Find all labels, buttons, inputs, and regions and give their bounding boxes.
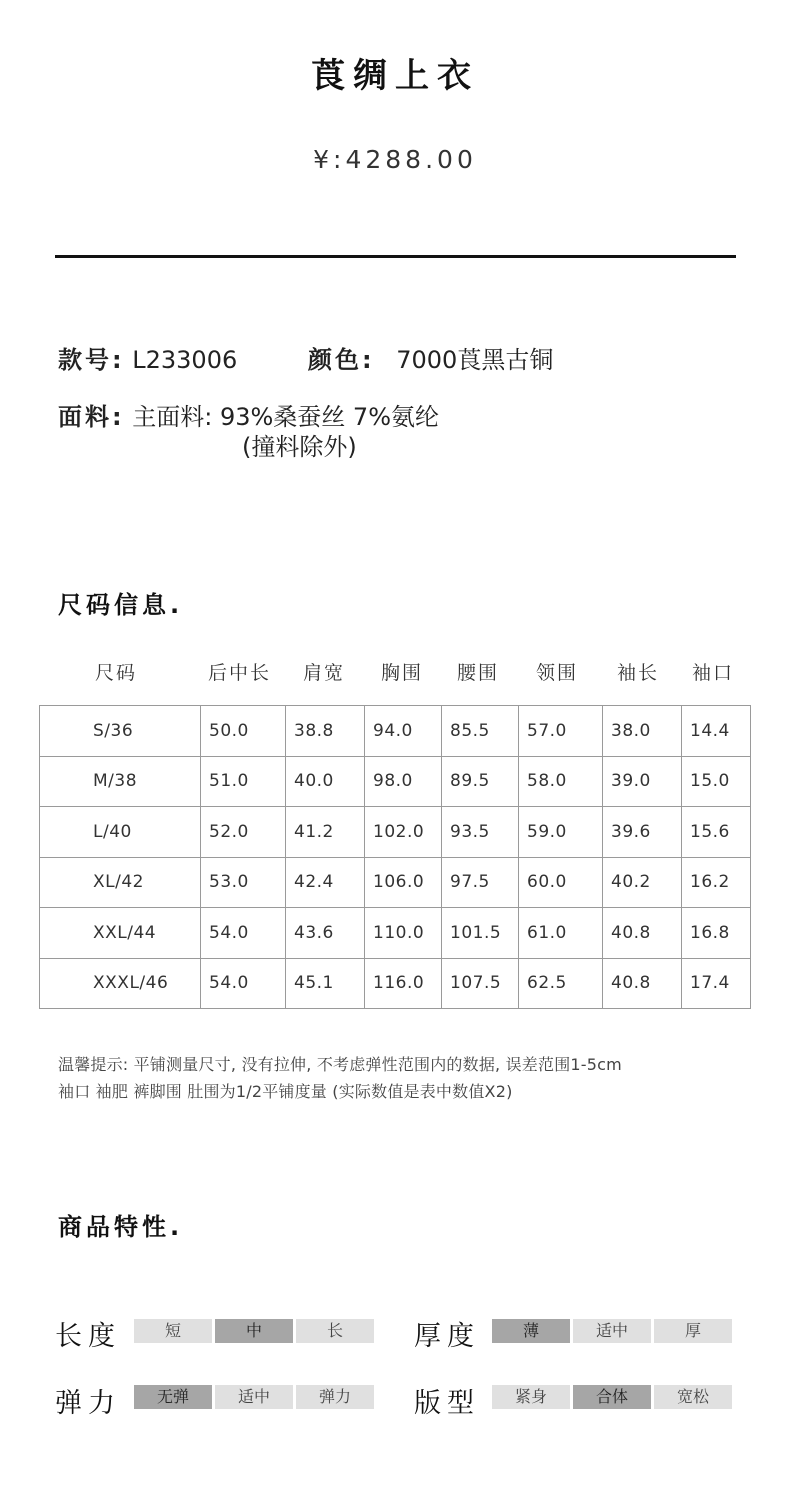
measurement-cell: 97.5 [442, 857, 519, 908]
feature-option: 短 [134, 1319, 212, 1343]
table-row [40, 857, 751, 908]
measurement-cell: 59.0 [519, 807, 603, 858]
measurement-note: 温馨提示: 平铺测量尺寸, 没有拉伸, 不考虑弹性范围内的数据, 误差范围1-5cm [58, 1055, 622, 1074]
style-number-row [58, 340, 237, 375]
color-label: 颜色: [308, 346, 375, 374]
measurement-cell: 52.0 [201, 807, 286, 858]
header-divider [55, 255, 736, 258]
measurement-cell: 101.5 [442, 908, 519, 959]
fabric-value: 主面料: 93%桑蚕丝 7%氨纶 [132, 403, 440, 431]
measurement-cell: 50.0 [201, 706, 286, 757]
size-table [39, 705, 751, 1009]
size-cell: S/36 [40, 706, 201, 757]
measurement-cell: 14.4 [682, 706, 751, 757]
measurement-cell: 15.6 [682, 807, 751, 858]
measurement-cell: 98.0 [365, 756, 442, 807]
column-header: 领围 [536, 662, 579, 684]
column-header: 尺码 [95, 662, 138, 684]
size-cell: XXL/44 [40, 908, 201, 959]
product-title: 莨绸上衣 [311, 56, 479, 96]
measurement-note-detail: 袖口 袖肥 裤脚围 肚围为1/2平铺度量 (实际数值是表中数值X2) [58, 1082, 513, 1101]
measurement-cell: 93.5 [442, 807, 519, 858]
measurement-cell: 17.4 [682, 958, 751, 1009]
measurement-cell: 40.2 [603, 857, 682, 908]
measurement-cell: 40.8 [603, 958, 682, 1009]
measurement-cell: 110.0 [365, 908, 442, 959]
feature-option: 宽松 [654, 1385, 732, 1409]
column-header: 胸围 [381, 662, 424, 684]
measurement-cell: 39.0 [603, 756, 682, 807]
measurement-cell: 40.0 [286, 756, 365, 807]
column-header: 后中长 [208, 662, 272, 684]
measurement-cell: 54.0 [201, 908, 286, 959]
feature-option: 适中 [573, 1319, 651, 1343]
feature-option: 适中 [215, 1385, 293, 1409]
measurement-cell: 38.0 [603, 706, 682, 757]
feature-label-thickness: 厚度 [414, 1321, 480, 1352]
feature-label-elasticity: 弹力 [55, 1388, 121, 1419]
measurement-cell: 60.0 [519, 857, 603, 908]
size-cell: XL/42 [40, 857, 201, 908]
table-row [40, 756, 751, 807]
measurement-cell: 106.0 [365, 857, 442, 908]
measurement-cell: 102.0 [365, 807, 442, 858]
measurement-cell: 57.0 [519, 706, 603, 757]
feature-label-fit: 版型 [414, 1388, 480, 1419]
size-section-title: 尺码信息. [58, 591, 184, 619]
table-row [40, 908, 751, 959]
size-cell: XXXL/46 [40, 958, 201, 1009]
table-row [40, 958, 751, 1009]
column-header: 袖口 [692, 662, 735, 684]
measurement-cell: 16.8 [682, 908, 751, 959]
color-row [308, 340, 553, 375]
feature-option: 中 [215, 1319, 293, 1343]
measurement-cell: 107.5 [442, 958, 519, 1009]
measurement-cell: 15.0 [682, 756, 751, 807]
feature-option: 紧身 [492, 1385, 570, 1409]
measurement-cell: 116.0 [365, 958, 442, 1009]
measurement-cell: 51.0 [201, 756, 286, 807]
size-cell: M/38 [40, 756, 201, 807]
measurement-cell: 45.1 [286, 958, 365, 1009]
column-header: 腰围 [457, 662, 500, 684]
measurement-cell: 41.2 [286, 807, 365, 858]
column-header: 袖长 [617, 662, 660, 684]
feature-option: 弹力 [296, 1385, 374, 1409]
feature-option: 合体 [573, 1385, 651, 1409]
color-value: 7000莨黑古铜 [396, 346, 554, 374]
table-row [40, 706, 751, 757]
features-section-title: 商品特性. [58, 1213, 184, 1241]
measurement-cell: 54.0 [201, 958, 286, 1009]
fabric-label: 面料: [58, 403, 125, 431]
feature-label-length: 长度 [55, 1321, 121, 1352]
style-number-value: L233006 [132, 346, 238, 374]
product-price: ¥:4288.00 [313, 145, 477, 174]
measurement-cell: 85.5 [442, 706, 519, 757]
feature-option: 长 [296, 1319, 374, 1343]
measurement-cell: 58.0 [519, 756, 603, 807]
measurement-cell: 16.2 [682, 857, 751, 908]
column-header: 肩宽 [303, 662, 346, 684]
measurement-cell: 61.0 [519, 908, 603, 959]
measurement-cell: 39.6 [603, 807, 682, 858]
measurement-cell: 38.8 [286, 706, 365, 757]
measurement-cell: 40.8 [603, 908, 682, 959]
measurement-cell: 42.4 [286, 857, 365, 908]
table-row [40, 807, 751, 858]
measurement-cell: 89.5 [442, 756, 519, 807]
measurement-cell: 53.0 [201, 857, 286, 908]
measurement-cell: 43.6 [286, 908, 365, 959]
measurement-cell: 62.5 [519, 958, 603, 1009]
size-cell: L/40 [40, 807, 201, 858]
measurement-cell: 94.0 [365, 706, 442, 757]
feature-option: 无弹 [134, 1385, 212, 1409]
feature-option: 厚 [654, 1319, 732, 1343]
fabric-note: (撞料除外) [242, 433, 357, 461]
style-number-label: 款号: [58, 346, 125, 374]
feature-option: 薄 [492, 1319, 570, 1343]
